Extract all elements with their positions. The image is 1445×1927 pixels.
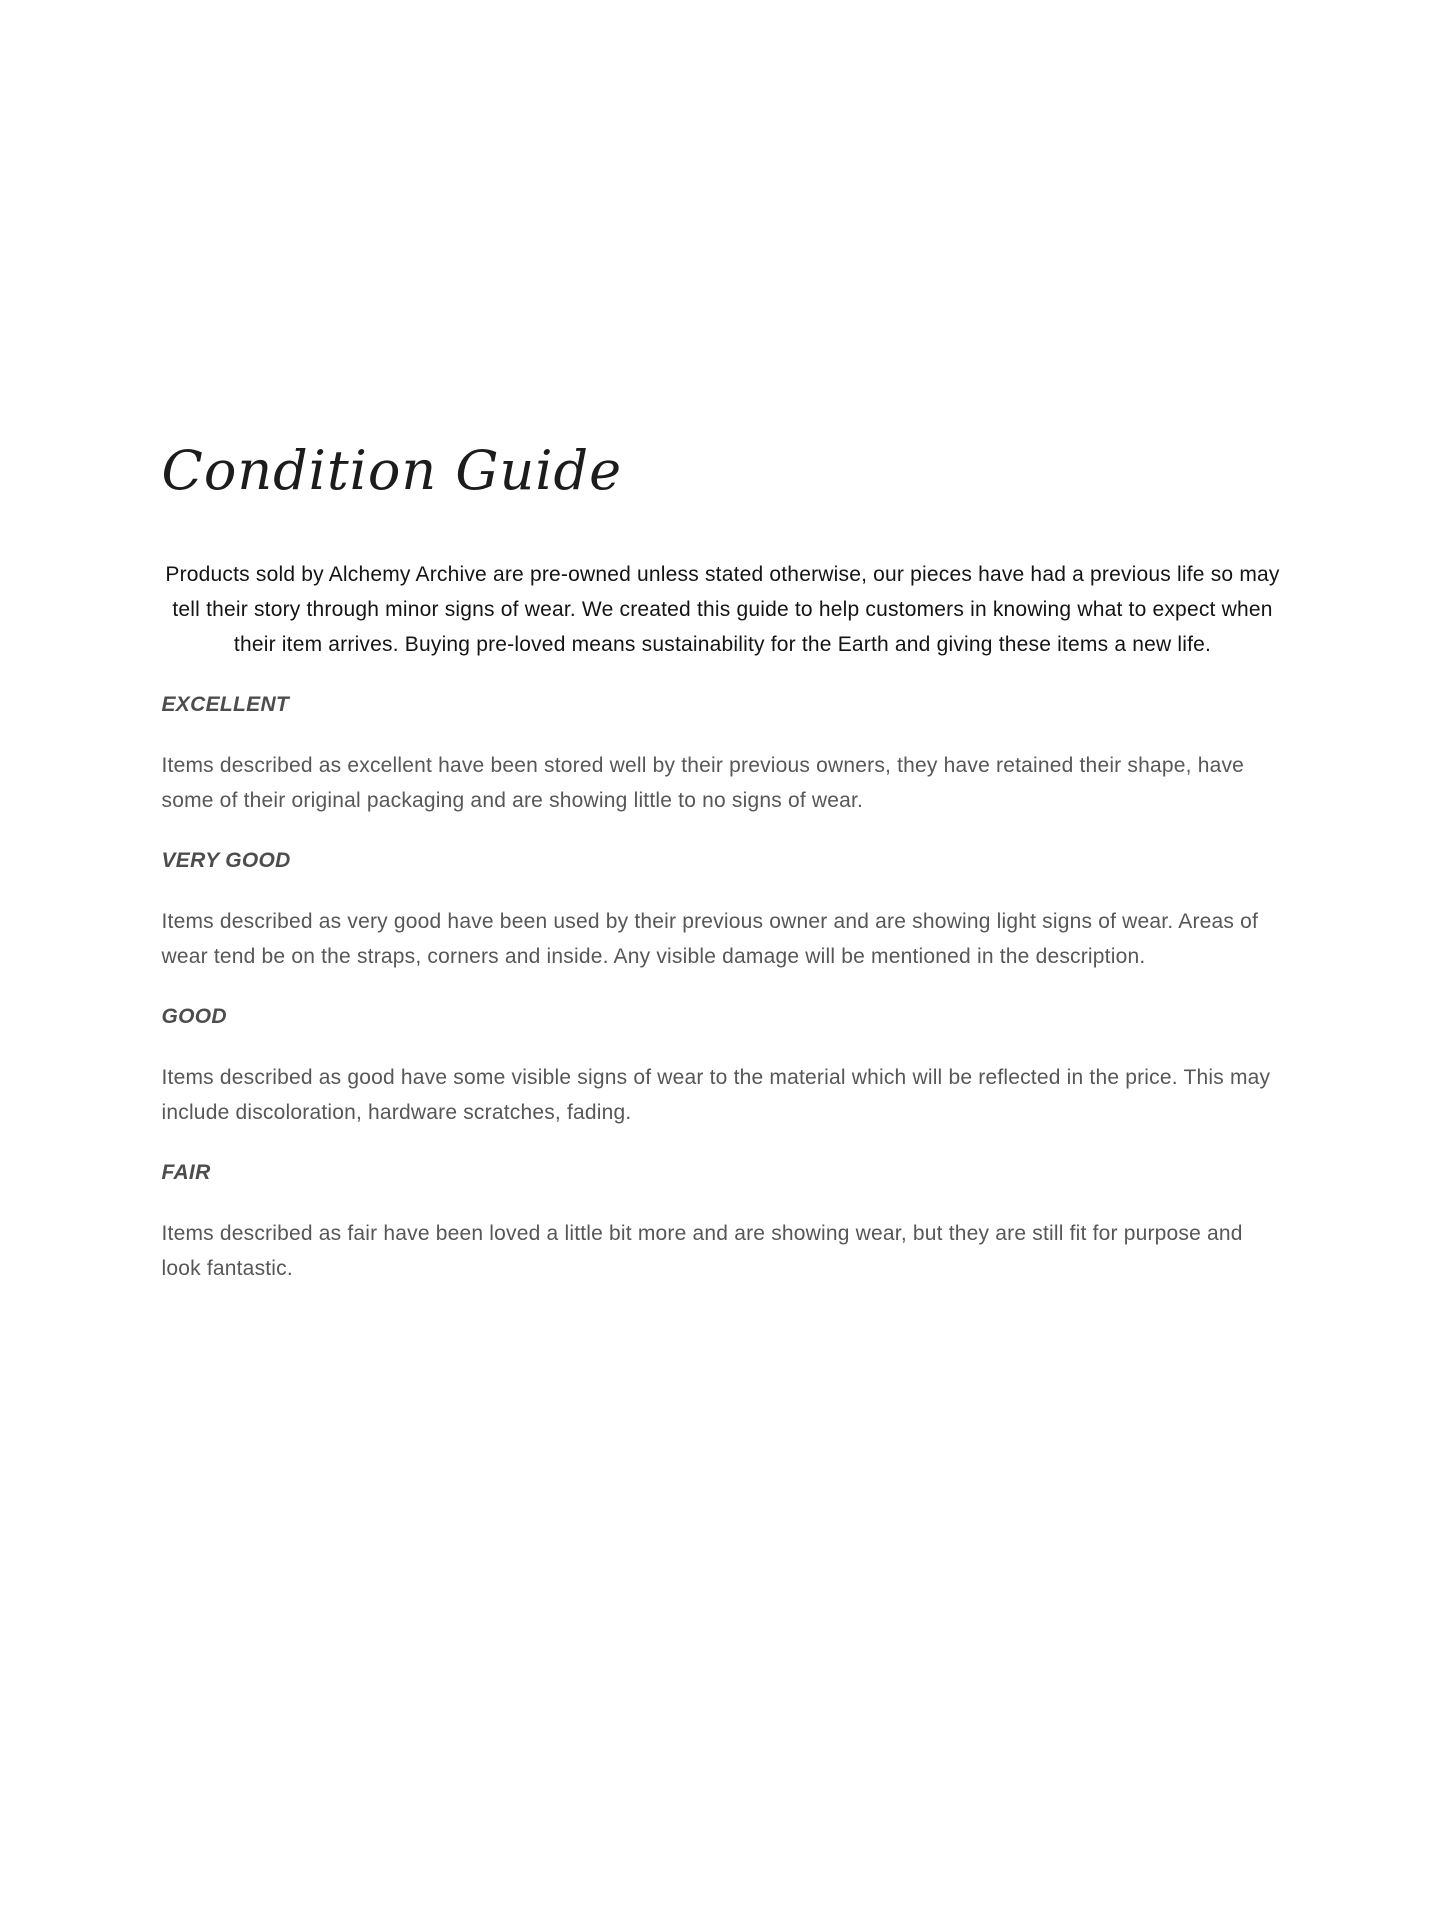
condition-section-excellent [162,693,1284,818]
page-title: Condition Guide [161,439,623,502]
section-heading-excellent: EXCELLENT [161,692,290,716]
content-container [162,0,1284,1846]
section-body-very-good: Items described as very good have been used by their previous owner and are showing light signs of wear. Areas of wear tend be on the straps, corners and inside. Any visible damage will be mentioned in the description. [161,909,1259,968]
intro-paragraph: Products sold by Alchemy Archive are pre-owned unless stated otherwise, our pieces have had a previous life so may tell their story through minor signs of wear. We created this guide to help customers in knowing what to expect when their item arrives. Buying pre-loved means sustainability for the Earth and giving these items a new life. [165,562,1280,656]
condition-section-good [162,1005,1284,1130]
condition-section-very-good [162,849,1284,974]
section-heading-good: GOOD [161,1004,227,1028]
section-body-excellent: Items described as excellent have been stored well by their previous owners, they have retained their shape, have some of their original packaging and are showing little to no signs of wear. [161,753,1245,812]
condition-section-fair [162,1161,1284,1286]
section-heading-very-good: VERY GOOD [161,848,291,872]
section-heading-fair: FAIR [161,1160,211,1184]
section-body-good: Items described as good have some visible signs of wear to the material which will be reflected in the price. This may include discoloration, hardware scratches, fading. [161,1065,1271,1124]
section-body-fair: Items described as fair have been loved a little bit more and are showing wear, but they are still fit for purpose and look fantastic. [161,1221,1243,1280]
